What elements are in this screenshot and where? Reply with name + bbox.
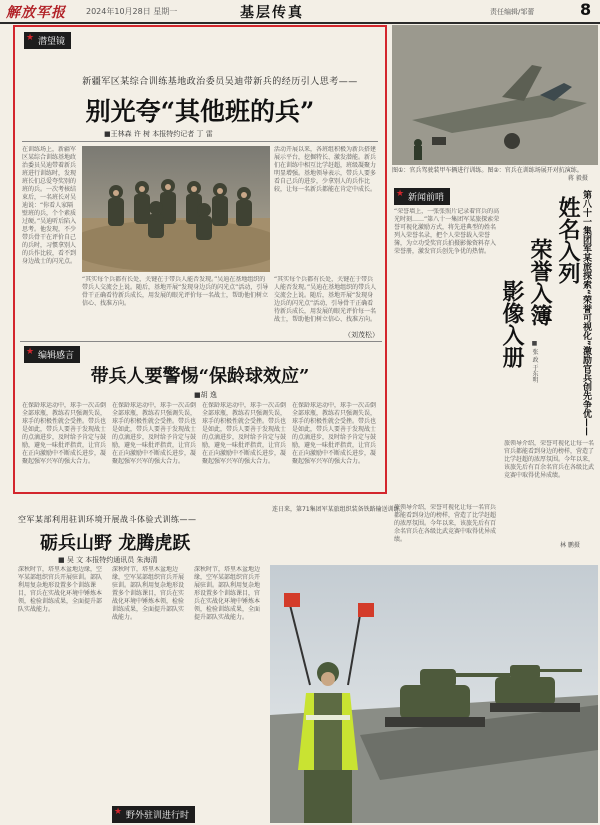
sub-body-col3: 在保龄球运动中，球手一次击倒全部球瓶，教练若只强调失误，球手的积极性就会受挫。带兵也是如此，带兵人要善于发现战士的点滴进步，及时给予肯定与鼓励，避免一味批评指责，让官兵在正向激励中不断成长进步，凝聚起强军兴军的强大合力。 [202, 402, 286, 465]
bottom-photographer: 林 鹏摄 [560, 542, 580, 549]
bottom-photo-caption: 连日来，第71集团军某旅组织装备铁路输送训练。 [272, 506, 406, 513]
bottom-body-col3: 深秋时节，塔里木盆地边缘，空军某部组织官兵开展驻训。部队利用复杂地形设置多个训练课目，官兵在实战化环境中锤炼本领，检验训练成果，全面提升部队实战能力。 [194, 566, 261, 621]
sub-body-col1: 在保龄球运动中，球手一次击倒全部球瓶，教练若只强调失误，球手的积极性就会受挫。带兵也是如此，带兵人要善于发现战士的点滴进步，及时给予肯定与鼓励，避免一味批评指责，让官兵在正向激励中不断成长进步，凝聚起强军兴军的强大合力。 [22, 402, 106, 465]
publication-date: 2024年10月28日 星期一 [86, 7, 178, 16]
right-byline: ■ 张 政 于东明 [531, 340, 538, 383]
section-divider [20, 341, 382, 342]
right-column-tag: ★ 新闻前哨 [394, 188, 450, 205]
sub-column-tag: ★ 编辑感言 [24, 346, 80, 363]
right-headline-3: 影像入册 [499, 280, 524, 368]
lead-reporter: （刘茂松） [344, 331, 379, 339]
newspaper-logo: 解放军报 [6, 5, 66, 21]
section-title: 基层传真 [240, 5, 304, 21]
railway-tank-photo [270, 565, 598, 823]
lead-body-right-cont: “其实每个兵都有长处，关键在于带兵人能否发现。”吴迪在基地组织的带兵人交流会上说。随后，基地开展“发现身边兵的闪光点”活动，引导骨干正确看待新兵成长，用发展的眼光评价每一名战士，帮助他们树立信心、找准方向。 [274, 276, 377, 323]
bottom-headline: 砺兵山野 龙腾虎跃 [40, 533, 191, 554]
right-body-3: 旅领导介绍，荣誉可视化让每一名官兵都能看到身边的榜样，营造了比学赶超的浓厚氛围。今年以来，该旅先后有百余名官兵在各级比武竞赛中取得优异成绩。 [504, 440, 595, 479]
lead-column-tag: ★ 潜望镜 [24, 32, 71, 49]
right-body: “荣誉墙上，一张张照片记录着官兵的高光时刻……”第八十一集团军某旅探索荣誉可视化激励方式，将先进典型的姓名列入荣誉名录，把个人荣誉载入荣誉簿，为立功受奖官兵拍摄影像资料存入荣誉册，激发官兵创先争优的热情。 [394, 208, 500, 255]
right-kicker: 第八十一集团军某旅探索“荣誉可视化”激励官兵创先争优—— [581, 190, 591, 436]
soldiers-training-photo [82, 146, 270, 272]
sub-body-col4: 在保龄球运动中，球手一次击倒全部球瓶，教练若只强调失误，球手的积极性就会受挫。带兵也是如此，带兵人要善于发现战士的点滴进步，及时给予肯定与鼓励，避免一味批评指责，让官兵在正向激励中不断成长进步，凝聚起强军兴军的强大合力。 [292, 402, 377, 465]
sub-body-col2: 在保龄球运动中，球手一次击倒全部球瓶，教练若只强调失误，球手的积极性就会受挫。带兵也是如此，带兵人要善于发现战士的点滴进步，及时给予肯定与鼓励，避免一味批评指责，让官兵在正向激励中不断成长进步，凝聚起强军兴军的强大合力。 [112, 402, 196, 465]
jet-caption: 图①：官兵驾驶装甲车辆进行训练。图②：官兵在训练场展开对抗演练。 [392, 167, 583, 174]
bottom-kicker: 空军某部利用驻训环境开展战斗体验式训练—— [18, 515, 197, 524]
lead-divider [22, 141, 378, 142]
lead-kicker: 新疆军区某综合训练基地政治委员吴迪带新兵的经历引人思考—— [82, 77, 358, 87]
fighter-jet-photo [392, 25, 598, 165]
lead-byline: ■王林森 许 树 本报特约记者 丁 雷 [104, 130, 213, 138]
right-headline-1: 姓名入列 [555, 196, 580, 284]
bottom-body-col1: 深秋时节，塔里木盆地边缘，空军某部组织官兵开展驻训。部队利用复杂地形设置多个训练课目，官兵在实战化环境中锤炼本领，检验训练成果，全面提升部队实战能力。 [18, 566, 103, 613]
lead-body-left: 在训练场上，新疆军区某综合训练基地政治委员吴迪带着新兵班进行训练时，发现班长们总爱夸奖别的班的兵。一次考核结束后，一名班长对吴迪说：“你看人家隔壁班的兵，个个素质过硬。”吴迪听后陷入思考。他发现，不少带兵骨干在评价自己的兵时，习惯拿别人的兵作比较，看不到身边战士的闪光点。 [22, 146, 77, 265]
bottom-byline: ■ 吴 文 本报特约通讯员 朱海清 [58, 556, 158, 564]
lead-body-mid: “其实每个兵都有长处，关键在于带兵人能否发现。”吴迪在基地组织的带兵人交流会上说。随后，基地开展“发现身边兵的闪光点”活动，引导骨干正确看待新兵成长，用发展的眼光评价每一名战士，帮助他们树立信心、找准方向。 [82, 276, 269, 307]
sub-byline: ■胡 逸 [194, 391, 217, 399]
bottom-body-col2: 深秋时节，塔里木盆地边缘，空军某部组织官兵开展驻训。部队利用复杂地形设置多个训练课目，官兵在实战化环境中锤炼本领，检验训练成果，全面提升部队实战能力。 [112, 566, 185, 621]
jet-photographer: 蒋 毅摄 [568, 175, 588, 182]
editor-credit: 责任编辑/邹蕾 [490, 8, 535, 16]
right-body-2: 旅领导介绍，荣誉可视化让每一名官兵都能看到身边的榜样，营造了比学赶超的浓厚氛围。今年以来，该旅先后有百余名官兵在各级比武竞赛中取得优异成绩。 [394, 504, 497, 543]
page-number: 8 [580, 0, 592, 19]
right-headline-2: 荣誉入簿 [527, 238, 552, 326]
lead-body-right: 活动开展以来，各班组积极为新兵搭建展示平台，挖掘特长、激发潜能。新兵们在训练中相互比学赶超，班级凝聚力明显增强。基地领导表示，带兵人要多看自己兵的进步，少拿别人的兵作比较，让每一名新兵都能在肯定中成长。 [274, 146, 377, 193]
sub-headline: 带兵人要警惕“保龄球效应” [90, 366, 310, 387]
lead-headline: 别光夸“其他班的兵” [85, 97, 315, 126]
bottom-column-tag: ★ 野外驻训进行时 [112, 806, 195, 823]
